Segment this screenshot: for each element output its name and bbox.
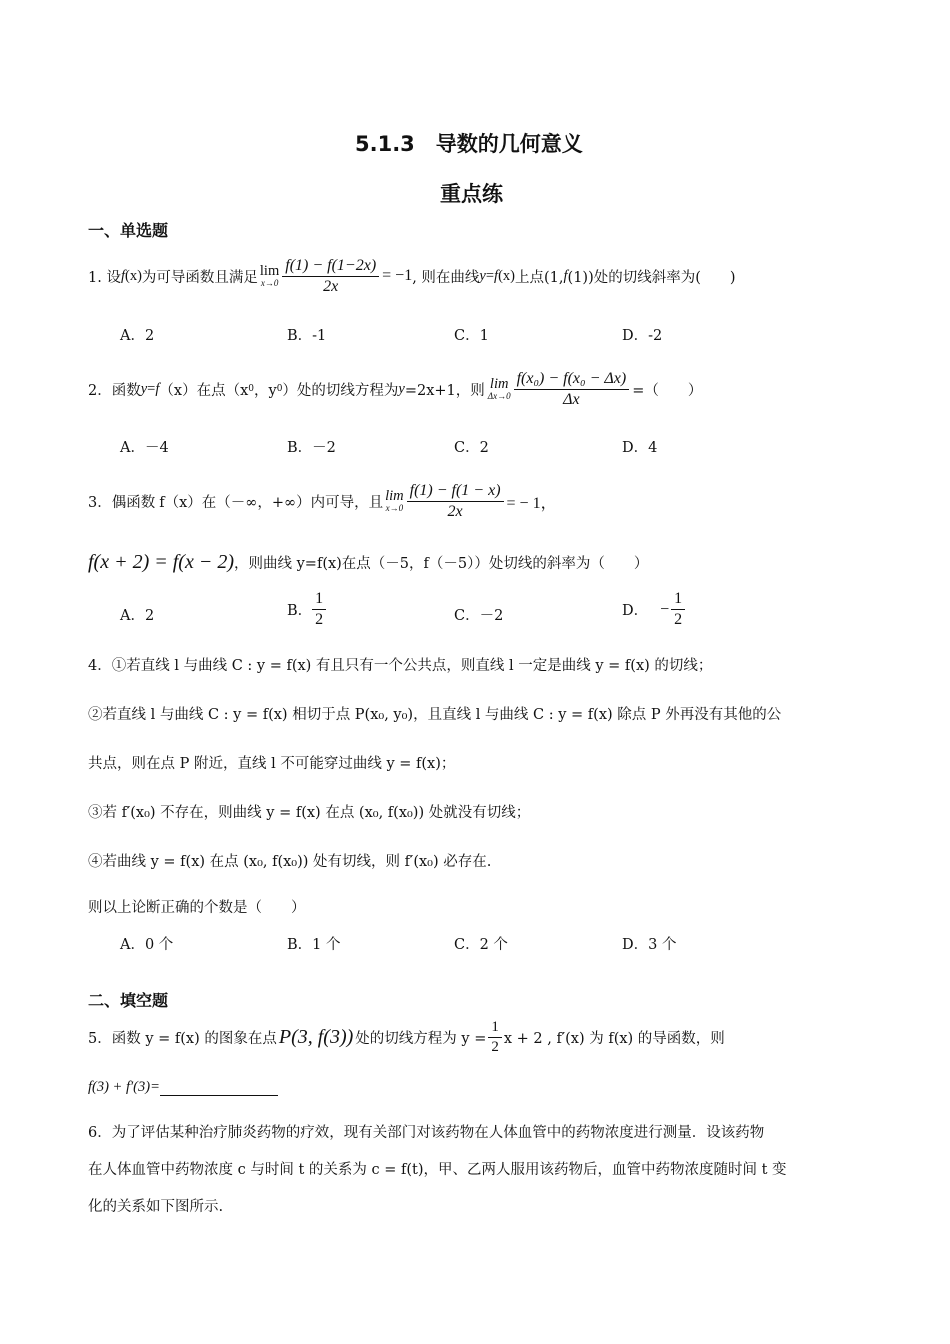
question-3 bbox=[88, 476, 557, 526]
q4-statement-2-cont: 共点，则在点 P 附近，直线 l 不可能穿过曲线 y = f(x)； bbox=[88, 756, 456, 772]
q1-denominator: 2x bbox=[323, 277, 339, 295]
q5-text-a: 5．函数 y = f(x) 的图象在点 bbox=[88, 1030, 277, 1047]
q2-eq: = bbox=[147, 380, 156, 397]
q1-limit bbox=[260, 264, 279, 288]
q2-text-d: =2x+1，则 bbox=[404, 382, 485, 399]
q1-option-b[interactable]: B．-1 bbox=[287, 328, 327, 344]
q2-f: f bbox=[155, 380, 160, 397]
q2-denominator: Δx bbox=[563, 390, 580, 408]
q4-option-d[interactable]: D．3 个 bbox=[622, 937, 677, 953]
question-3-line-2 bbox=[88, 551, 648, 574]
q2-option-d[interactable]: D．4 bbox=[622, 440, 658, 456]
q3-option-d-sign: − bbox=[660, 600, 670, 618]
q3-option-b-num: 1 bbox=[312, 590, 326, 610]
q2-option-b[interactable]: B．－2 bbox=[287, 440, 336, 456]
q3-condition: f(x + 2) = f(x − 2) bbox=[88, 551, 234, 573]
q3-option-d-fraction bbox=[671, 590, 685, 629]
q2-numerator: f(x₀) − f(x₀ − Δx) bbox=[514, 370, 630, 390]
q5-text-c: x + 2 , f′(x) 为 f(x) 的导函数，则 bbox=[503, 1030, 725, 1047]
q5-point: P(3, f(3)) bbox=[278, 1025, 354, 1048]
q3-numerator: f(1) − f(1 − x) bbox=[407, 482, 504, 502]
q1-text-b: , 则在曲线 bbox=[412, 269, 480, 286]
q4-statement-3: ③若 f′(x₀) 不存在，则曲线 y = f(x) 在点 (x₀, f(x₀)) 处就没有切线； bbox=[88, 805, 531, 821]
q4-option-c[interactable]: C．2 个 bbox=[454, 937, 508, 953]
q1-lim-sub: x→0 bbox=[260, 277, 279, 288]
q5-fraction bbox=[488, 1019, 502, 1056]
q1-eq: = bbox=[485, 267, 495, 284]
q1-y: y bbox=[479, 267, 486, 284]
q3-text-a: f（x）在（－∞，+∞）内可导，且 bbox=[159, 494, 384, 511]
q4-option-a[interactable]: A．0 个 bbox=[120, 937, 174, 953]
question-5 bbox=[88, 1012, 725, 1062]
q1-f2: f bbox=[494, 267, 499, 284]
q3-option-a[interactable]: A．2 bbox=[120, 608, 155, 624]
q1-option-a[interactable]: A．2 bbox=[120, 328, 155, 344]
q3-text-b: ，则曲线 y=f(x)在点（－5，f（－5））处切线的斜率为（ ） bbox=[234, 556, 649, 572]
q2-option-a[interactable]: A．－4 bbox=[120, 440, 169, 456]
q6-line-2: 在人体血管中药物浓度 c 与时间 t 的关系为 c = f(t)，甲、乙两人服用该药物后，血管中药物浓度随时间 t 变 bbox=[88, 1162, 787, 1178]
q2-prefix: 2．函数 bbox=[88, 382, 141, 399]
q3-lim-word: lim bbox=[385, 488, 404, 505]
q2-text-a: （x）在点（x bbox=[159, 382, 249, 399]
q1-numerator: f(1) − f(1−2x) bbox=[282, 257, 379, 277]
q3-option-d-label: D． bbox=[622, 603, 649, 619]
q3-lim-sub: x→0 bbox=[385, 502, 404, 513]
section-heading-fill-in: 二、填空题 bbox=[88, 991, 169, 1010]
q2-text-c: ）处的切线方程为 bbox=[282, 382, 399, 399]
q4-statement-2: ②若直线 l 与曲线 C : y = f(x) 相切于点 P(x₀, y₀)，且直线 l 与曲线 C : y = f(x) 除点 P 外再没有其他的公 bbox=[88, 707, 782, 723]
q4-statement-4: ④若曲线 y = f(x) 在点 (x₀, f(x₀)) 处有切线，则 f′(x₀) 必存在. bbox=[88, 854, 492, 870]
q5-text-b: 处的切线方程为 y = bbox=[355, 1030, 487, 1047]
q1-option-d[interactable]: D．-2 bbox=[622, 328, 663, 344]
q4-option-b[interactable]: B．1 个 bbox=[287, 937, 341, 953]
q3-rhs: = − 1， bbox=[506, 494, 557, 512]
q1-option-c[interactable]: C．1 bbox=[454, 328, 489, 344]
q5-expression: f(3) + f′(3)= bbox=[88, 1079, 160, 1095]
q1-prefix: 1. 设 bbox=[88, 269, 121, 286]
q2-fraction bbox=[514, 370, 630, 409]
q6-line-3: 化的关系如下图所示. bbox=[88, 1199, 224, 1215]
page-subtitle: 重点练 bbox=[440, 182, 503, 206]
q2-y2: y bbox=[398, 380, 405, 397]
q2-lim-sub: Δx→0 bbox=[487, 390, 511, 401]
q3-option-d-den: 2 bbox=[674, 611, 683, 628]
q5-answer-blank[interactable] bbox=[160, 1081, 278, 1096]
q3-prefix: 3．偶函数 bbox=[88, 494, 156, 511]
q3-limit bbox=[385, 489, 404, 513]
q3-fraction bbox=[407, 482, 504, 521]
q3-option-d[interactable] bbox=[622, 590, 685, 629]
section-heading-single-choice: 一、单选题 bbox=[88, 221, 169, 240]
q1-fraction bbox=[282, 257, 379, 296]
q3-option-b[interactable] bbox=[287, 590, 326, 629]
q4-question: 则以上论断正确的个数是（ ） bbox=[88, 900, 306, 916]
q3-denominator: 2x bbox=[447, 502, 463, 520]
q5-frac-den: 2 bbox=[491, 1038, 499, 1055]
q1-text-a: 为可导函数且满足 bbox=[141, 269, 258, 286]
q2-sub-b: 0 bbox=[276, 384, 283, 394]
q6-line-1: 6．为了评估某种治疗肺炎药物的疗效，现有关部门对该药物在人体血管中的药物浓度进行测量．设该药物 bbox=[88, 1125, 765, 1141]
q1-fx2: (x) bbox=[498, 267, 515, 284]
q5-frac-num: 1 bbox=[488, 1019, 502, 1038]
q1-f: f bbox=[120, 267, 125, 284]
q1-text-c: 上点(1, bbox=[515, 269, 564, 286]
q2-text-b: ，y bbox=[253, 382, 277, 399]
q1-rhs: = −1 bbox=[382, 267, 413, 284]
q1-fx: (x) bbox=[124, 267, 142, 284]
page-title: 5.1.3 导数的几何意义 bbox=[355, 132, 583, 156]
q1-lim-word: lim bbox=[259, 263, 280, 280]
q2-sub-a: 0 bbox=[248, 384, 254, 394]
q4-statement-1: 4．①若直线 l 与曲线 C : y = f(x) 有且只有一个公共点，则直线 l 一定是曲线 y = f(x) 的切线； bbox=[88, 658, 713, 674]
q3-option-c[interactable]: C．－2 bbox=[454, 608, 504, 624]
question-2 bbox=[88, 364, 702, 414]
q1-text-d: (1))处的切线斜率为( ) bbox=[567, 269, 736, 286]
q3-option-d-num: 1 bbox=[671, 590, 685, 610]
q2-rhs: =（ ） bbox=[632, 382, 703, 399]
q2-lim-word: lim bbox=[489, 376, 509, 393]
q3-option-b-fraction bbox=[312, 590, 326, 629]
q3-option-b-label: B． bbox=[287, 603, 313, 619]
q3-option-b-den: 2 bbox=[315, 611, 324, 628]
q2-y: y bbox=[140, 380, 148, 397]
q1-f3: f bbox=[563, 267, 568, 284]
question-5-line-2 bbox=[88, 1079, 278, 1096]
question-1 bbox=[88, 252, 736, 300]
q2-limit bbox=[488, 377, 511, 401]
q2-option-c[interactable]: C．2 bbox=[454, 440, 489, 456]
